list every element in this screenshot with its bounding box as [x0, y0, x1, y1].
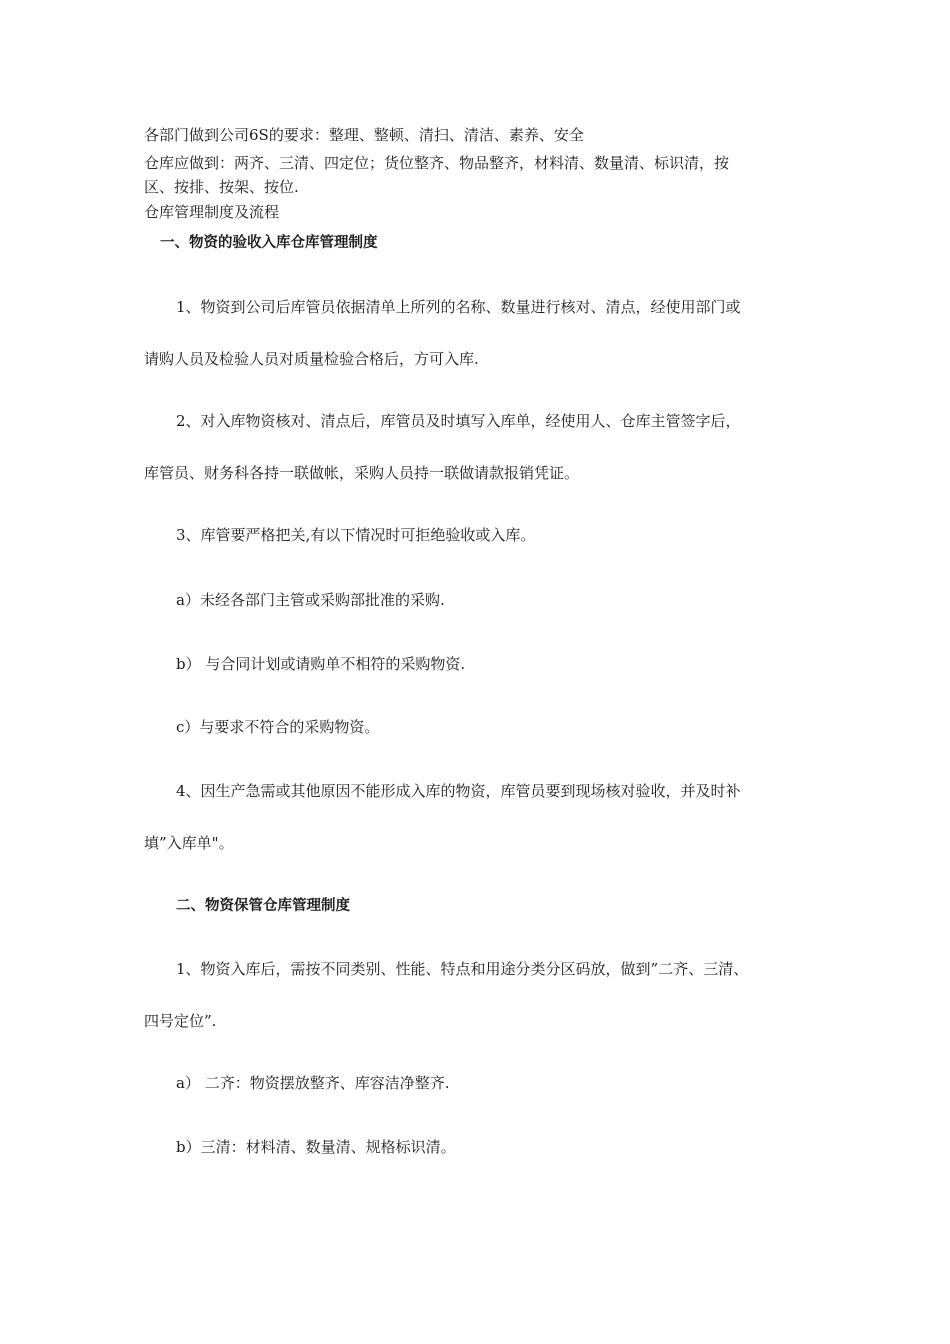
section1-item4-line-a: 4、因生产急需或其他原因不能形成入库的物资，库管员要到现场核对验收，并及时补	[176, 782, 741, 800]
intro-line-warehouse-b: 区、按排、按架、按位.	[144, 178, 299, 196]
section1-item2-line-b: 库管员、财务科各持一联做帐，采购人员持一联做请款报销凭证。	[144, 464, 580, 482]
intro-line-warehouse-a: 仓库应做到：两齐、三清、四定位；货位整齐、物品整齐，材料清、数量清、标识清，按	[144, 154, 730, 172]
section1-item4-line-b: 填”入库单"。	[144, 834, 234, 852]
section1-item3-sub-c: c）与要求不符合的采购物资。	[176, 718, 380, 736]
section1-item3-sub-b: b） 与合同计划或请购单不相符的采购物资.	[176, 655, 466, 673]
section1-item1-line-b: 请购人员及检验人员对质量检验合格后，方可入库.	[144, 350, 479, 368]
section1-item1-line-a: 1、物资到公司后库管员依据清单上所列的名称、数量进行核对、清点，经使用部门或	[176, 298, 741, 316]
section2-heading: 二、物资保管仓库管理制度	[176, 898, 350, 914]
section1-item3: 3、库管要严格把关,有以下情况时可拒绝验收或入库。	[176, 526, 536, 544]
section1-heading: 一、物资的验收入库仓库管理制度	[160, 235, 378, 251]
section2-item1-line-a: 1、物资入库后，需按不同类别、性能、特点和用途分类分区码放，做到”二齐、三清、	[176, 960, 749, 978]
section2-item1-line-b: 四号定位”.	[144, 1012, 217, 1030]
section2-item1-sub-a: a） 二齐：物资摆放整齐、库容洁净整齐.	[176, 1074, 450, 1092]
section1-item2-line-a: 2、对入库物资核对、清点后，库管员及时填写入库单，经使用人、仓库主管签字后，	[176, 412, 741, 430]
section2-item1-sub-b: b）三清：材料清、数量清、规格标识清。	[176, 1138, 456, 1156]
section1-item3-sub-a: a）未经各部门主管或采购部批准的采购.	[176, 591, 445, 609]
intro-line-6s: 各部门做到公司6S的要求：整理、整顿、清扫、清洁、素养、安全	[144, 126, 584, 144]
intro-line-title: 仓库管理制度及流程	[144, 203, 280, 221]
